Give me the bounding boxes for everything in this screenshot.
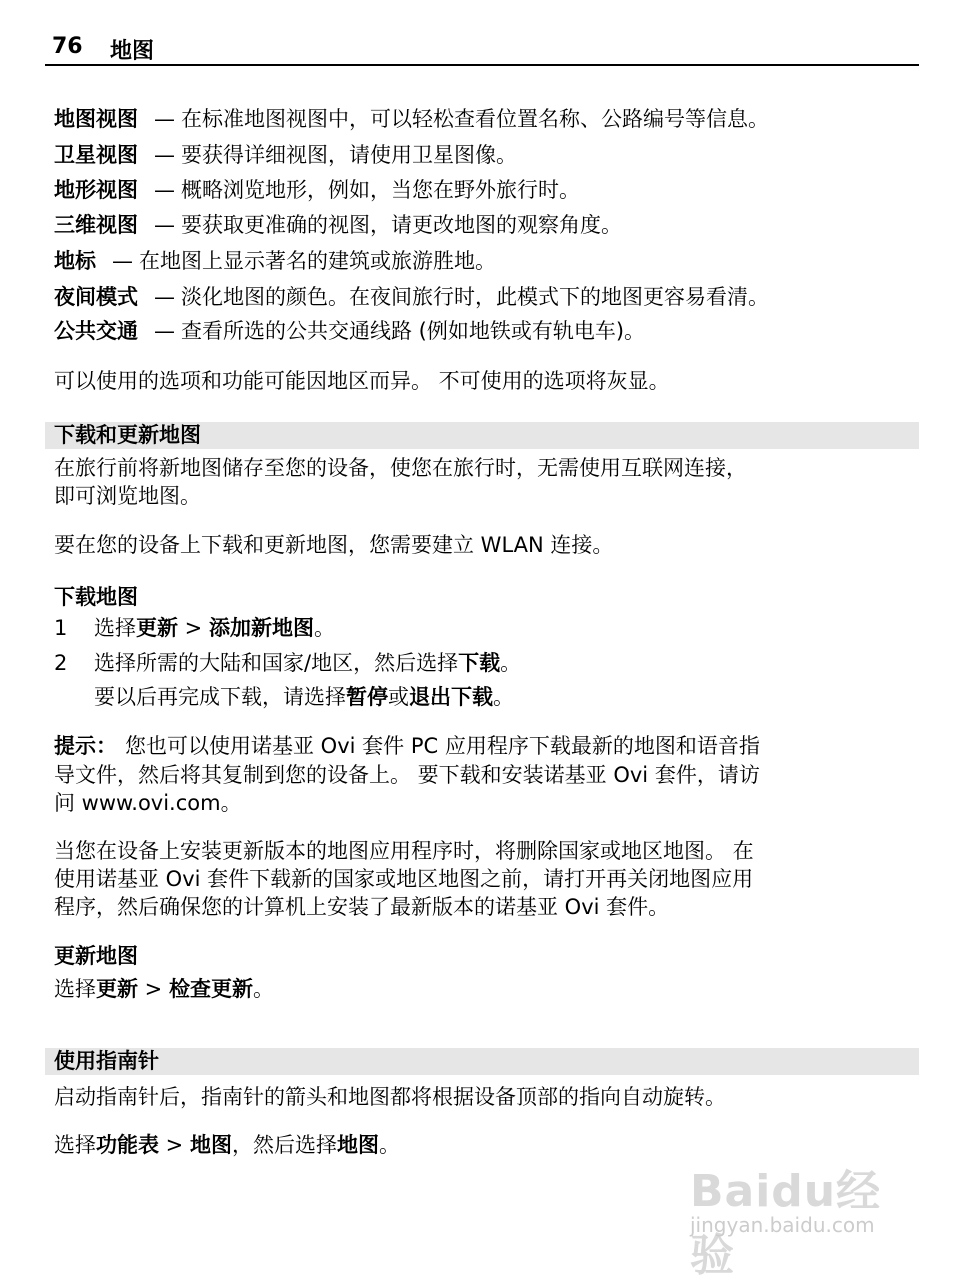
view-desc: 在地图上显示著名的建筑或旅游胜地。 — [139, 249, 496, 273]
install-line-3: 程序，然后确保您的计算机上安装了最新版本的诺基亚 Ovi 套件。 — [54, 895, 670, 919]
step-text: 选择 — [54, 1133, 96, 1157]
view-term: 卫星视图 — [54, 143, 138, 167]
view-item-terrain — [54, 175, 580, 205]
compass-instruction — [54, 1130, 400, 1160]
view-term: 地标 — [54, 249, 96, 273]
section-title: 下载和更新地图 — [54, 423, 201, 447]
view-desc: 要获得详细视图，请使用卫星图像。 — [181, 143, 517, 167]
baidu-watermark — [690, 1155, 920, 1281]
wlan-note: 要在您的设备上下载和更新地图，您需要建立 WLAN 连接。 — [54, 533, 614, 557]
menu-separator: > — [138, 977, 169, 1001]
dash: — — [154, 178, 175, 202]
tip-text: 您也可以使用诺基亚 Ovi 套件 PC 应用程序下载最新的地图和语音指 — [125, 734, 760, 758]
view-desc: 概略浏览地形，例如，当您在野外旅行时。 — [181, 178, 580, 202]
update-heading: 更新地图 — [54, 944, 138, 968]
view-item-transit — [54, 316, 645, 346]
step-text: 选择所需的大陆和国家/地区，然后选择 — [94, 651, 459, 675]
step-text: 。 — [493, 685, 514, 709]
menu-add-new-map: 添加新地图 — [208, 616, 314, 640]
step-text: ，然后选择 — [231, 1133, 337, 1157]
view-term: 地图视图 — [54, 107, 138, 131]
menu-update: 更新 — [136, 616, 178, 640]
dash: — — [154, 319, 175, 343]
dash: — — [154, 143, 175, 167]
download-intro-line: 在旅行前将新地图储存至您的设备，使您在旅行时，无需使用互联网连接， — [54, 456, 747, 480]
view-desc: 查看所选的公共交通线路 (例如地铁或有轨电车)。 — [181, 319, 646, 343]
view-item-map — [54, 104, 769, 134]
dash: — — [154, 213, 175, 237]
watermark-url: jingyan.baidu.com — [690, 1213, 875, 1237]
step-text: 。 — [252, 977, 274, 1001]
dash: — — [112, 249, 133, 273]
step-2-note — [94, 682, 514, 712]
page-header — [45, 32, 919, 66]
step-number: 2 — [54, 651, 68, 675]
menu-exit-download: 退出下载 — [409, 685, 493, 709]
dash: — — [154, 285, 175, 309]
step-text: 。 — [500, 651, 522, 675]
menu-function-table: 功能表 — [96, 1133, 159, 1157]
availability-note: 可以使用的选项和功能可能因地区而异。 不可使用的选项将灰显。 — [54, 369, 670, 393]
dash: — — [154, 107, 175, 131]
view-item-3d — [54, 210, 622, 240]
step-text: 。 — [378, 1133, 400, 1157]
watermark-logo: Baidu经验 — [690, 1166, 882, 1281]
step-text: 或 — [388, 685, 409, 709]
step-text: 选择 — [54, 977, 96, 1001]
menu-pause: 暂停 — [346, 685, 388, 709]
view-term: 三维视图 — [54, 213, 138, 237]
download-intro-line: 即可浏览地图。 — [54, 484, 201, 508]
view-desc: 要获取更准确的视图，请更改地图的观察角度。 — [181, 213, 622, 237]
tip-line-2: 导文件，然后将其复制到您的设备上。 要下载和安装诺基亚 Ovi 套件，请访 — [54, 763, 760, 787]
install-line-2: 使用诺基亚 Ovi 套件下载新的国家或地区地图之前，请打开再关闭地图应用 — [54, 867, 754, 891]
section-title: 使用指南针 — [54, 1049, 159, 1073]
view-desc: 淡化地图的颜色。在夜间旅行时，此模式下的地图更容易看清。 — [181, 285, 769, 309]
step-text: 选择 — [94, 616, 136, 640]
page-number: 76 — [52, 34, 83, 59]
menu-maps: 地图 — [189, 1133, 232, 1157]
view-term: 公共交通 — [54, 319, 138, 343]
menu-download: 下载 — [458, 651, 501, 675]
tip-line-1 — [54, 731, 760, 761]
download-heading: 下载地图 — [54, 585, 138, 609]
view-item-landmarks — [54, 246, 496, 276]
step-number: 1 — [54, 616, 68, 640]
menu-update: 更新 — [96, 977, 138, 1001]
view-desc: 在标准地图视图中，可以轻松查看位置名称、公路编号等信息。 — [181, 107, 769, 131]
view-term: 地形视图 — [54, 178, 138, 202]
step-1 — [94, 613, 335, 643]
step-2 — [94, 648, 521, 678]
menu-check-updates: 检查更新 — [168, 977, 253, 1001]
view-item-night-mode — [54, 282, 769, 312]
section-heading-download — [45, 422, 919, 449]
tip-line-3: 问 www.ovi.com。 — [54, 791, 242, 815]
menu-separator: > — [178, 616, 209, 640]
step-text: 要以后再完成下载，请选择 — [94, 685, 346, 709]
section-heading-compass — [45, 1048, 919, 1075]
view-term: 夜间模式 — [54, 285, 138, 309]
install-line-1: 当您在设备上安装更新版本的地图应用程序时，将删除国家或地区地图。 在 — [54, 839, 754, 863]
menu-map: 地图 — [336, 1133, 379, 1157]
menu-separator: > — [159, 1133, 190, 1157]
step-text: 。 — [313, 616, 335, 640]
view-item-satellite — [54, 140, 517, 170]
update-instruction — [54, 974, 274, 1004]
tip-label: 提示： — [54, 734, 117, 758]
page-title: 地图 — [110, 39, 155, 64]
compass-intro: 启动指南针后，指南针的箭头和地图都将根据设备顶部的指向自动旋转。 — [54, 1085, 726, 1109]
